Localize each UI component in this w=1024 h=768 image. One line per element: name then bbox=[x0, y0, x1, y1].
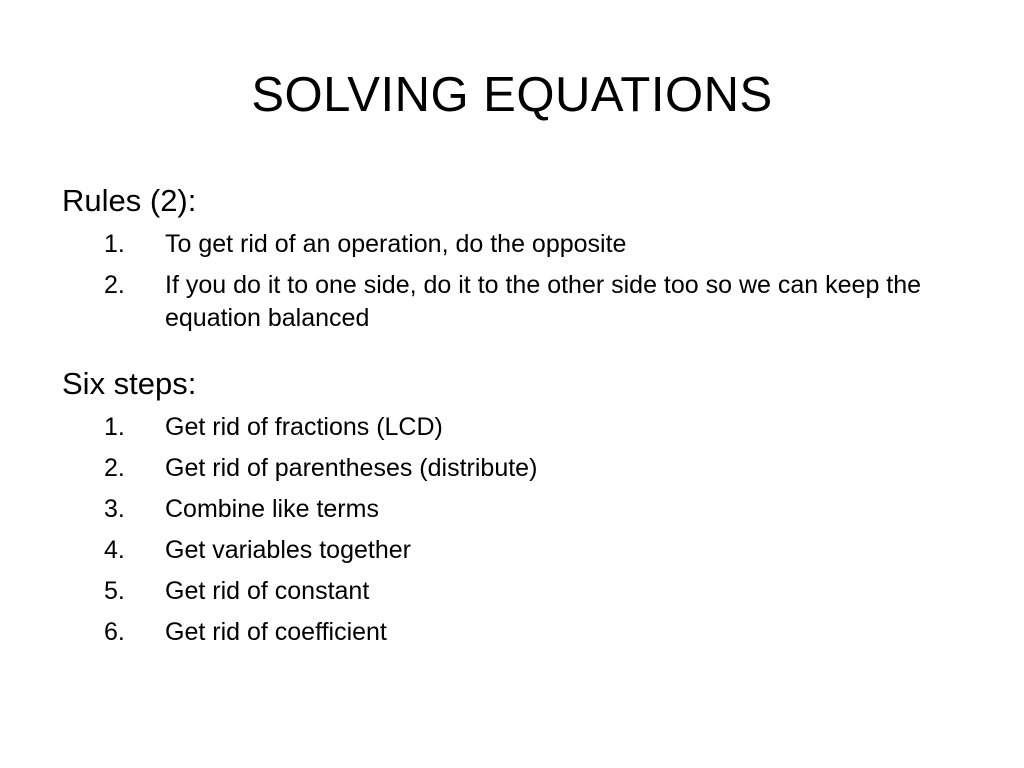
list-item-number: 2. bbox=[104, 271, 125, 299]
list-item-number: 3. bbox=[104, 495, 125, 523]
list-item-text: Get rid of fractions (LCD) bbox=[165, 413, 443, 441]
rules-list bbox=[62, 228, 962, 335]
list-item-text: If you do it to one side, do it to the other side too so we can keep the equation balanced bbox=[165, 271, 922, 332]
list-item bbox=[62, 534, 962, 567]
list-item-text: To get rid of an operation, do the opposite bbox=[165, 230, 627, 258]
list-item-text: Get rid of parentheses (distribute) bbox=[165, 454, 538, 482]
slide-title: SOLVING EQUATIONS bbox=[251, 68, 773, 122]
list-item-text: Combine like terms bbox=[165, 495, 379, 523]
list-item bbox=[62, 575, 962, 608]
list-item-number: 1. bbox=[104, 230, 125, 258]
list-item-number: 6. bbox=[104, 618, 125, 646]
slide-body bbox=[62, 178, 962, 657]
list-item bbox=[62, 616, 962, 649]
list-item bbox=[62, 452, 962, 485]
list-item-number: 5. bbox=[104, 577, 125, 605]
section-heading-rules: Rules (2): bbox=[62, 183, 197, 218]
list-item-text: Get rid of constant bbox=[165, 577, 370, 605]
list-item-number: 1. bbox=[104, 413, 125, 441]
section-steps bbox=[62, 361, 962, 649]
steps-list bbox=[62, 411, 962, 649]
list-item-number: 2. bbox=[104, 454, 125, 482]
section-heading-steps: Six steps: bbox=[62, 366, 197, 401]
list-item bbox=[62, 411, 962, 444]
list-item bbox=[62, 269, 962, 335]
list-item bbox=[62, 493, 962, 526]
list-item-number: 4. bbox=[104, 536, 125, 564]
list-item bbox=[62, 228, 962, 261]
section-rules bbox=[62, 178, 962, 335]
list-item-text: Get rid of coefficient bbox=[165, 618, 387, 646]
list-item-text: Get variables together bbox=[165, 536, 411, 564]
